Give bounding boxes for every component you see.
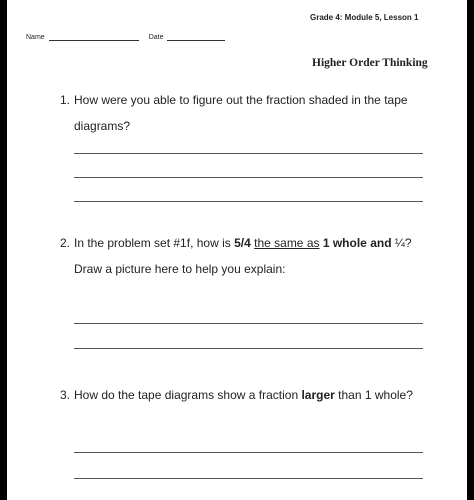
answer-line-2b[interactable] [74,348,423,349]
question-2 [60,236,412,276]
question-2-instruction: Draw a picture here to help you explain: [74,262,286,276]
bold-larger: larger [301,388,335,402]
name-blank[interactable] [49,33,139,41]
question-3 [60,388,413,402]
date-label: Date [148,34,164,41]
answer-line-3b[interactable] [74,478,423,479]
underlined-phrase: the same as [254,236,320,250]
question-1-text: How were you able to figure out the fraction shaded in the tape [74,93,408,107]
question-1 [60,93,408,133]
answer-line-1c[interactable] [74,201,423,202]
question-3-end: than 1 whole? [334,388,413,402]
answer-line-1a[interactable] [74,153,423,154]
answer-line-2a[interactable] [74,323,423,324]
answer-line-3a[interactable] [74,452,423,453]
question-3-number: 3. [60,388,71,402]
worksheet-page [7,0,467,500]
question-2-number: 2. [60,236,71,250]
question-3-text: How do the tape diagrams show a fraction [74,388,302,402]
fraction-5-4: 5/4 [234,236,251,250]
name-label: Name [26,34,45,41]
question-1-text-cont: diagrams? [74,119,131,133]
name-date-row [26,33,225,41]
answer-line-1b[interactable] [74,177,423,178]
question-1-number: 1. [60,93,71,107]
date-blank[interactable] [167,33,225,41]
grade-module-label: Grade 4: Module 5, Lesson 1 [310,13,419,22]
question-2-text: In the problem set #1f, how is [74,236,235,250]
question-2-end: ¼? [391,236,412,250]
section-title: Higher Order Thinking [312,57,428,69]
bold-whole: 1 whole and [322,236,392,250]
